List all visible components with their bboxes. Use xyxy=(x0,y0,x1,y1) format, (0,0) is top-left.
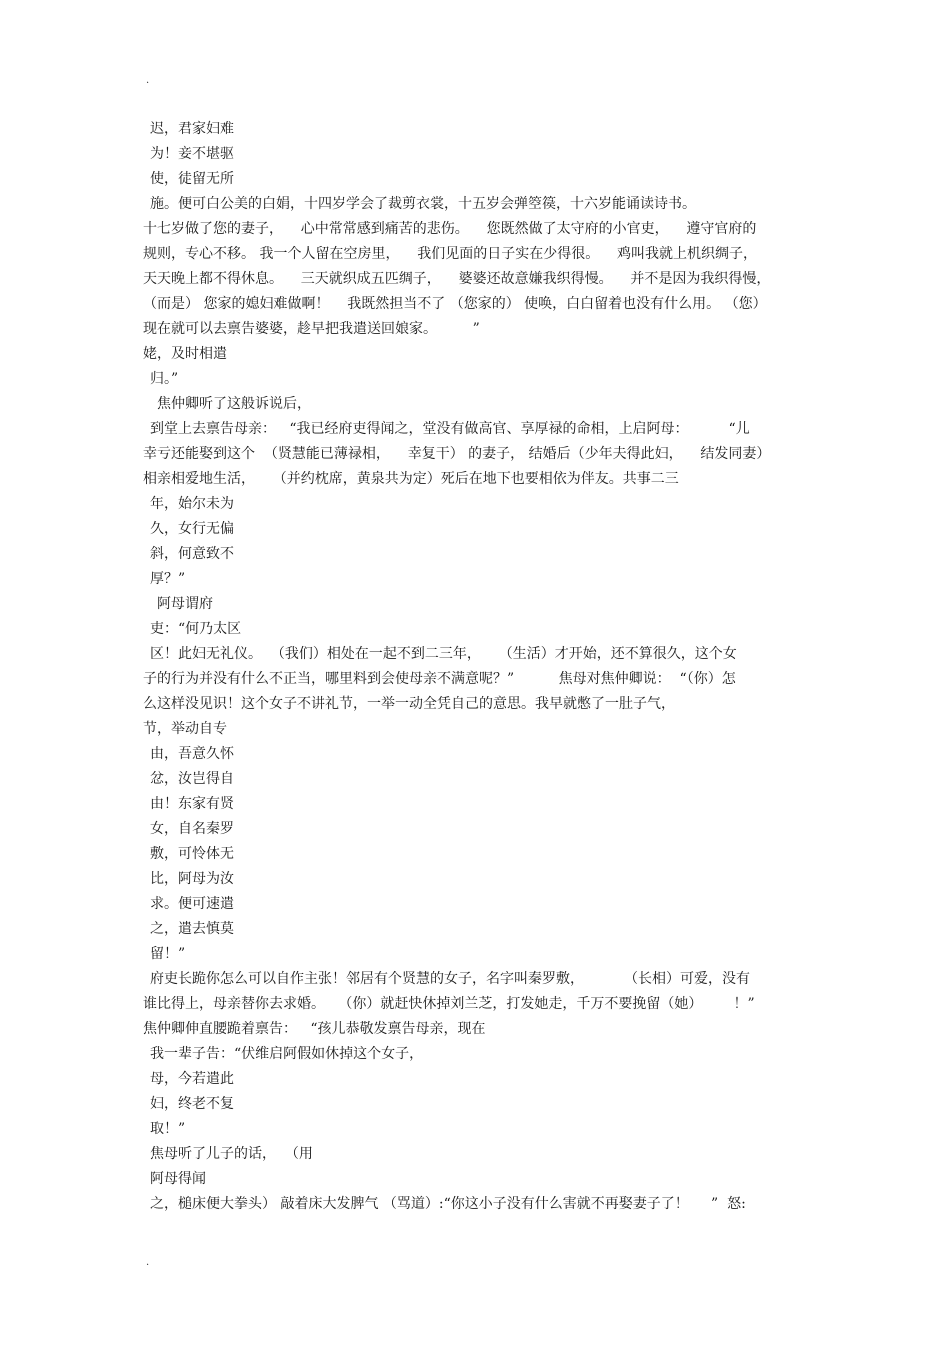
text-line: 子的行为并没有什么不正当，哪里料到会使母亲不满意呢？” 焦母对焦仲卿说： “（你）怎 xyxy=(143,671,736,687)
text-line: 久，女行无偏 xyxy=(150,521,234,537)
text-line: 规则，专心不移。 我一个人留在空房里， 我们见面的日子实在少得很。 鸡叫我就上机织绸子， xyxy=(143,246,758,262)
text-line: 吏：“何乃太区 xyxy=(150,621,242,637)
text-line: 迟，君家妇难 xyxy=(150,121,234,137)
text-line: 之，遣去慎莫 xyxy=(150,921,234,937)
text-line: 相亲相爱地生活， （并约枕席，黄泉共为定）死后在地下也要相依为伴友。共事二三 xyxy=(143,471,679,487)
text-line: 忿，汝岂得自 xyxy=(150,771,234,787)
text-line: 归。” xyxy=(150,371,179,387)
text-line: 由，吾意久怀 xyxy=(150,746,234,762)
page-top-mark: . xyxy=(146,75,150,86)
text-line: 焦仲卿听了这般诉说后， xyxy=(157,396,311,412)
text-line: 谁比得上，母亲替你去求婚。 （你）就赶快休掉刘兰芝，打发她走，千万不要挽留（她） ！” xyxy=(143,996,755,1012)
text-line: 十七岁做了您的妻子， 心中常常感到痛苦的悲伤。 您既然做了太守府的小官吏， 遵守官府的 xyxy=(143,221,757,237)
text-line: 姥，及时相遣 xyxy=(143,346,227,362)
text-line: 女，自名秦罗 xyxy=(150,821,234,837)
text-line: 阿母得闻 xyxy=(150,1171,206,1187)
text-line: 留！” xyxy=(150,946,186,962)
text-line: 到堂上去禀告母亲： “我已经府吏得闻之，堂没有做高官、享厚禄的命相，上启阿母： “儿 xyxy=(150,421,750,437)
text-line: 之，槌床便大拳头） 敲着床大发脾气 （骂道）:“你这小子没有什么害就不再娶妻子了！ ” 怒: xyxy=(150,1196,746,1212)
text-line: 敷，可怜体无 xyxy=(150,846,234,862)
text-line: 么这样没见识！这个女子不讲礼节，一举一动全凭自己的意思。我早就憋了一肚子气， xyxy=(143,696,675,712)
text-line: 斜，何意致不 xyxy=(150,546,234,562)
text-line: 府吏长跪你怎么可以自作主张！邻居有个贤慧的女子，名字叫秦罗敷， （长相）可爱，没有 xyxy=(150,971,751,987)
text-line: 焦母听了儿子的话， （用 xyxy=(150,1146,313,1162)
text-line: 由！东家有贤 xyxy=(150,796,234,812)
text-line: （而是） 您家的媳妇难做啊！ 我既然担当不了 （您家的） 使唤，白白留着也没有什么用。 （您） xyxy=(143,296,767,312)
text-line: 使，徒留无所 xyxy=(150,171,234,187)
text-line: 节，举动自专 xyxy=(143,721,227,737)
text-line: 厚？” xyxy=(150,571,186,587)
text-line: 母，今若遣此 xyxy=(150,1071,234,1087)
text-line: 天天晚上都不得休息。 三天就织成五匹绸子， 婆婆还故意嫌我织得慢。 并不是因为我织得慢， xyxy=(143,271,771,287)
text-line: 为！妾不堪驱 xyxy=(150,146,234,162)
text-line: 幸亏还能娶到这个 （贤慧能已薄禄相， 幸复干） 的妻子， 结婚后（少年夫得此妇， 结发同妻） xyxy=(143,446,771,462)
text-line: 求。便可速遣 xyxy=(150,896,234,912)
text-line: 我一辈子告：“伏维启阿假如休掉这个女子， xyxy=(150,1046,424,1062)
text-line: 年，始尔未为 xyxy=(150,496,234,512)
text-line: 现在就可以去禀告婆婆，趁早把我遣送回娘家。 ” xyxy=(143,321,480,337)
text-line: 区！此妇无礼仪。 （我们）相处在一起不到二三年， （生活）才开始，还不算很久，这个女 xyxy=(150,646,737,662)
text-line: 妇，终老不复 xyxy=(150,1096,234,1112)
text-line: 施。便可白公美的白娟，十四岁学会了裁剪衣裳，十五岁会弹箜篌，十六岁能诵读诗书。 xyxy=(150,196,696,212)
text-line: 比，阿母为汝 xyxy=(150,871,234,887)
text-line: 焦仲卿伸直腰跪着禀告： “孩儿恭敬发禀告母亲，现在 xyxy=(143,1021,486,1037)
text-line: 取！” xyxy=(150,1121,186,1137)
text-line: 阿母谓府 xyxy=(157,596,213,612)
page-bottom-mark: . xyxy=(146,1257,150,1268)
